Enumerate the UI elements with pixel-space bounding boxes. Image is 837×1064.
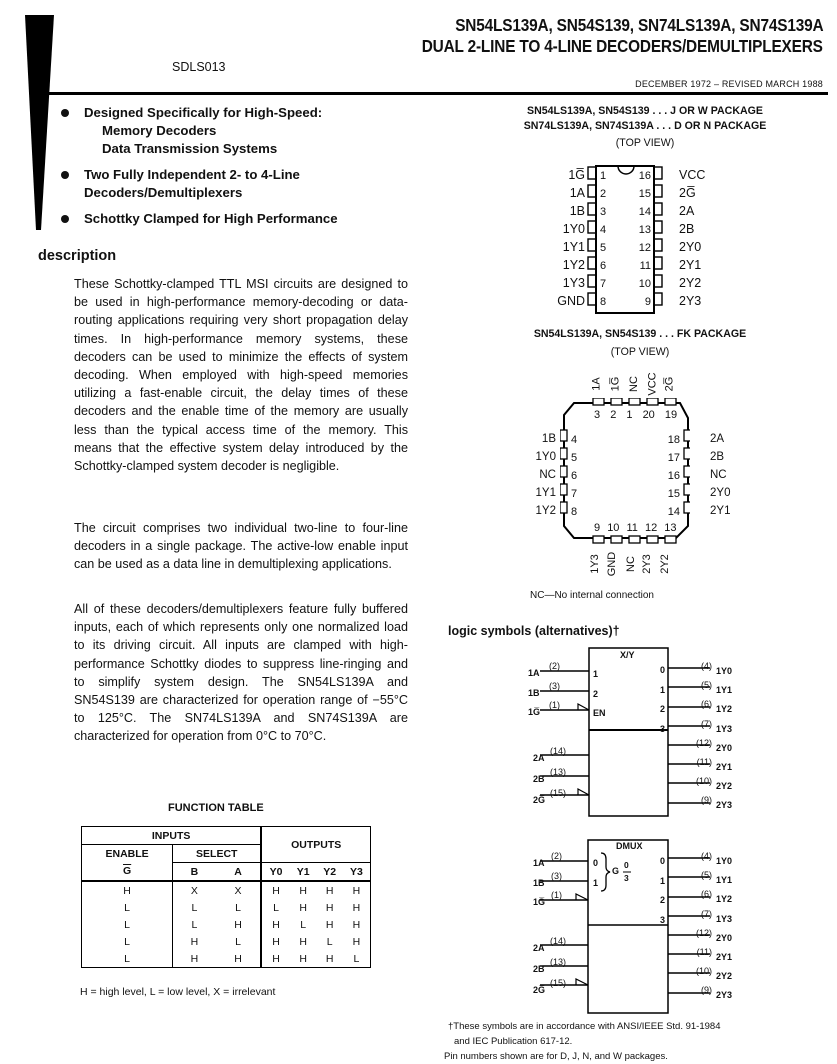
dip-package-line1: SN54LS139A, SN54S139 . . . J OR W PACKAGE <box>527 105 763 117</box>
logic-symbol-dmux-diagram <box>520 835 710 1015</box>
fk-right-pin-numbers: 18 17 16 15 14 <box>667 434 680 518</box>
dmux-input-pins-group1: (2) (3) (1) <box>551 851 562 900</box>
dmux-input-labels: 0 1 <box>593 858 599 888</box>
dip-right-pin-numbers: 16 15 14 13 12 11 10 9 <box>638 170 651 308</box>
xy-input-names-group2: 2A 2B 2G̅ <box>533 753 546 805</box>
col-b: B <box>190 865 199 878</box>
nc-note: NC—No internal connection <box>530 590 654 601</box>
fk-bottom-pin-names: 1Y3 GND NC 2Y3 2Y2 <box>588 551 671 577</box>
description-heading: description <box>38 248 117 264</box>
document-id: SDLS013 <box>172 60 226 74</box>
feature-item: Schottky Clamped for High Performance <box>58 210 398 228</box>
dmux-g-label: G <box>612 866 620 876</box>
dmux-input-names-group2: 2A 2B 2G̅ <box>533 943 546 995</box>
table-row: L H L H H L H <box>82 933 371 950</box>
dmux-g-frac-bottom: 3 <box>624 873 629 883</box>
xy-input-pins-group2: (14) (13) (15) <box>550 746 567 798</box>
xy-output-pins: (4) (5) (6) (7) (12) (11) (10) (9) <box>695 661 712 806</box>
table-row: H X X H H H H <box>82 881 371 899</box>
page-title-line1: SN54LS139A, SN54S139, SN74LS139A, SN74S139A <box>454 15 823 35</box>
dmux-output-names: 1Y0 1Y1 1Y2 1Y3 2Y0 2Y1 2Y2 2Y3 <box>716 856 733 1001</box>
col-y3: Y3 <box>343 863 371 882</box>
function-table-title: FUNCTION TABLE <box>168 802 264 814</box>
dip-package-line2: SN74LS139A, SN74S139A . . . D OR N PACKAGE <box>523 120 767 132</box>
dmux-output-labels: 0 1 2 3 <box>660 856 666 925</box>
fk-top-pin-numbers: 3 2 1 20 19 <box>594 409 678 421</box>
footnote-ansi: †These symbols are in accordance with ANSI/IEEE Std. 91-1984 <box>448 1021 721 1032</box>
bullet-icon <box>61 171 69 179</box>
feature-item: Two Fully Independent 2- to 4-Line Decoders/Demultiplexers <box>58 166 374 202</box>
xy-output-names: 1Y0 1Y1 1Y2 1Y3 2Y0 2Y1 2Y2 2Y3 <box>716 666 733 811</box>
page-title-line2: DUAL 2-LINE TO 4-LINE DECODERS/DEMULTIPLEXERS <box>421 36 823 56</box>
function-table <box>81 826 371 968</box>
header-wedge-graphic <box>0 0 60 240</box>
inputs-header: INPUTS <box>82 827 262 845</box>
col-a: A <box>234 865 242 878</box>
function-table-legend: H = high level, L = low level, X = irrelevant <box>80 986 276 998</box>
footnote-pins: Pin numbers shown are for D, J, N, and W packages. <box>444 1051 668 1062</box>
bullet-icon <box>61 109 69 117</box>
footnote-iec: and IEC Publication 617-12. <box>454 1036 573 1047</box>
xy-symbol-title: X/Y <box>620 650 635 660</box>
description-paragraph-3: All of these decoders/demultiplexers feature fully buffered inputs, each of which represents only one normalized load to its driving circuit. All inputs are clamped with high-performance Schottky diodes to suppress line-ringing and to simplify system design. The SN54LS139A and SN54S139 are characterized for operation range of −55°C to 125°C. The SN74LS139A and SN74S139A are characterized for operation from 0°C to 70°C. <box>74 602 408 744</box>
xy-input-names-group1: 1A 1B 1G̅ <box>528 668 541 717</box>
fk-left-pin-names: 1B 1Y0 NC 1Y1 1Y2 <box>535 433 556 517</box>
enable-g-header: $\overline{G}$ <box>82 863 173 882</box>
col-y0: Y0 <box>261 863 290 882</box>
fk-bottom-pin-numbers: 9 10 11 12 13 <box>594 522 677 534</box>
fk-package-line1: SN54LS139A, SN54S139 . . . FK PACKAGE <box>533 328 747 340</box>
outputs-header: OUTPUTS <box>261 827 370 863</box>
fk-package-view: (TOP VIEW) <box>610 346 670 358</box>
feature-item: Designed Specifically for High-Speed: Memory Decoders Data Transmission Systems <box>58 104 398 158</box>
dmux-input-names-group1: 1A 1B 1G̅ <box>533 858 546 907</box>
dip-left-pin-numbers: 1 2 3 4 5 6 7 8 <box>600 170 607 308</box>
xy-input-labels: 1 2 EN <box>593 669 606 718</box>
description-paragraph-1: These Schottky-clamped TTL MSI circuits are designed to be used in high-performance memory-decoding or data-routing applications requiring very short propagation delay times. In high-performance memory systems, these decoders can be used to minimize the effects of system decoding. When employed with high-speed memories utilizing a fast-enable circuit, the delay times of these decoders and the enable time of the memory are usually less than the typical access time of the memory. This means that the effective system delay introduced by the Schottky-clamped system decoder is negligible. <box>74 277 408 474</box>
table-row: L H H H H H L <box>82 950 371 968</box>
feature-list <box>58 104 398 236</box>
xy-input-pins-group1: (2) (3) (1) <box>549 661 560 710</box>
enable-header: ENABLE <box>82 845 173 863</box>
brace-icon <box>601 853 610 891</box>
bullet-icon <box>61 215 69 223</box>
revision-date: DECEMBER 1972 – REVISED MARCH 1988 <box>635 79 823 89</box>
dmux-input-pins-group2: (14) (13) (15) <box>550 936 567 988</box>
fk-left-pin-numbers: 4 5 6 7 8 <box>571 434 578 518</box>
fk-top-pin-names: 1A 1G̅ NC VCC 2G̅ <box>590 372 676 396</box>
col-y1: Y1 <box>296 865 310 878</box>
table-row: L L L L H H H <box>82 899 371 916</box>
dmux-output-pins: (4) (5) (6) (7) (12) (11) (10) (9) <box>695 851 712 996</box>
fk-right-pin-names: 2A 2B NC 2Y0 2Y1 <box>710 433 731 517</box>
header-rule <box>46 92 828 95</box>
dmux-symbol-title: DMUX <box>616 841 643 851</box>
description-paragraph-2: The circuit comprises two individual two-line to four-line decoders in a single package. The active-low enable input can be used as a data line in demultiplexing applications. <box>74 521 408 572</box>
col-y2: Y2 <box>323 865 337 878</box>
table-row: L L H H L H H <box>82 916 371 933</box>
select-header: SELECT <box>173 845 262 863</box>
dmux-g-frac-top: 0 <box>624 860 629 870</box>
logic-symbols-heading: logic symbols (alternatives)† <box>448 624 620 638</box>
dip-right-pin-names: VCC 2G̅ 2A 2B 2Y0 2Y1 2Y2 2Y3 <box>679 168 706 308</box>
xy-output-labels: 0 1 2 3 <box>660 665 666 734</box>
dip-package-view: (TOP VIEW) <box>615 137 675 149</box>
dip-left-pin-names: 1G̅ 1A 1B 1Y0 1Y1 1Y2 1Y3 GND <box>557 168 585 308</box>
